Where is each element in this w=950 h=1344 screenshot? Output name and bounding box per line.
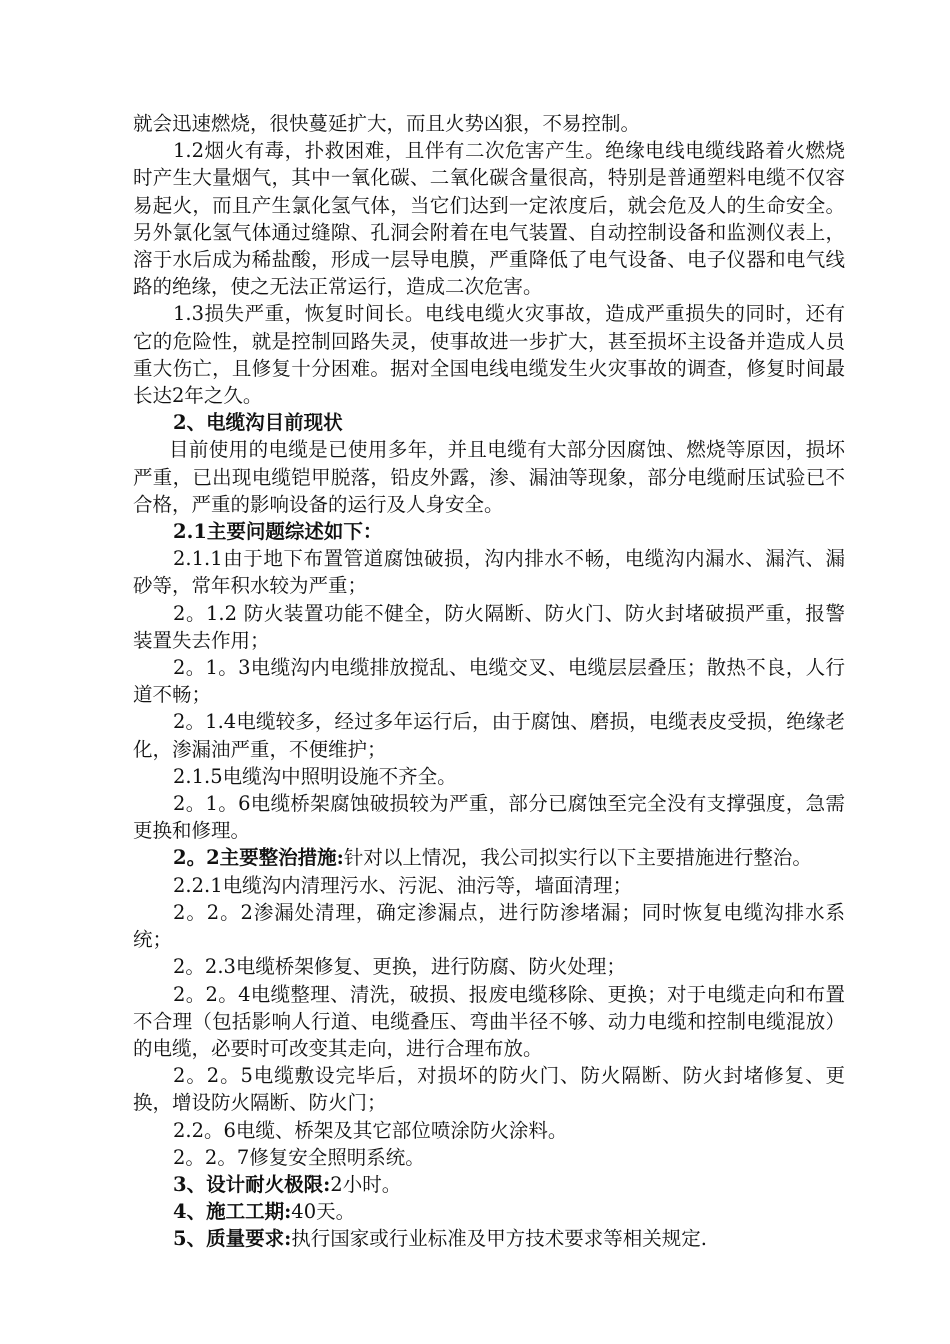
paragraph-continuation <box>133 110 845 137</box>
section-heading-text: 2。2主要整治措施: <box>173 846 344 870</box>
list-item-text: 2.2。6电缆、桥架及其它部位喷涂防火涂料。 <box>173 1118 568 1142</box>
section-3-fire-rating <box>133 1171 845 1198</box>
section-heading-2 <box>133 409 845 436</box>
list-item-text: 2。2.3电缆桥架修复、更换，进行防腐、防火处理； <box>173 955 626 979</box>
list-item-text: 2。1.2 防火装置功能不健全，防火隔断、防火门、防火封堵破损严重，报警装置失去作用； <box>133 601 845 652</box>
section-heading-text: 4、施工工期: <box>173 1200 292 1224</box>
list-item-2-1-2 <box>133 600 845 654</box>
list-item-2-2-7 <box>133 1144 845 1171</box>
paragraph-text: 针对以上情况，我公司拟实行以下主要措施进行整治。 <box>343 846 812 870</box>
list-item-text: 2.2.1电缆沟内清理污水、污泥、油污等，墙面清理； <box>173 873 633 897</box>
paragraph-text: 1.3损失严重，恢复时间长。电线电缆火灾事故，造成严重损失的同时，还有它的危险性，就是控制回路失灵，使事故进一步扩大，甚至损坏主设备并造成人员重大伤亡，且修复十分困难。据对全国电线电缆发生火灾事故的调查，修复时间最长达2年之久。 <box>133 302 845 408</box>
list-item-text: 2.1.1由于地下布置管道腐蚀破损，沟内排水不畅，电缆沟内漏水、漏汽、漏砂等，常年积水较为严重； <box>133 547 845 598</box>
list-item-text: 2.1.5电缆沟中照明设施不齐全。 <box>173 764 457 788</box>
section-heading-text: 3、设计耐火极限: <box>173 1172 331 1196</box>
list-item-2-1-3 <box>133 654 845 708</box>
paragraph-1-2 <box>133 137 845 300</box>
list-item-2-2-1 <box>133 872 845 899</box>
paragraph-text: 目前使用的电缆是已使用多年，并且电缆有大部分因腐蚀、燃烧等原因，损坏严重，已出现电缆铠甲脱落，铅皮外露，渗、漏油等现象，部分电缆耐压试验已不合格，严重的影响设备的运行及人身安全。 <box>133 438 845 516</box>
paragraph-text: 40天。 <box>291 1200 356 1224</box>
list-item-text: 2。1。3电缆沟内电缆排放搅乱、电缆交叉、电缆层层叠压；散热不良，人行道不畅； <box>133 656 845 707</box>
list-item-text: 2。2。5电缆敷设完毕后，对损坏的防火门、防火隔断、防火封堵修复、更换，增设防火隔断、防火门； <box>133 1064 845 1115</box>
list-item-2-1-4 <box>133 708 845 762</box>
list-item-text: 2。1。6电缆桥架腐蚀破损较为严重，部分已腐蚀至完全没有支撑强度，急需更换和修理。 <box>133 792 845 843</box>
list-item-2-2-5 <box>133 1062 845 1116</box>
list-item-2-1-6 <box>133 790 845 844</box>
list-item-2-1-5 <box>133 763 845 790</box>
section-heading-2-1 <box>133 518 845 545</box>
paragraph-current-status <box>133 436 845 518</box>
list-item-text: 2。2。4电缆整理、清洗，破损、报废电缆移除、更换；对于电缆走向和布置不合理（包括影响人行道、电缆叠压、弯曲半径不够、动力电缆和控制电缆混放）的电缆，必要时可改变其走向，进行合理布放。 <box>133 982 845 1060</box>
section-4-duration <box>133 1198 845 1225</box>
section-5-quality <box>133 1225 845 1252</box>
paragraph-text: 就会迅速燃烧，很快蔓延扩大，而且火势凶狠，不易控制。 <box>133 112 641 135</box>
paragraph-text: 执行国家或行业标准及甲方技术要求等相关规定. <box>291 1227 707 1251</box>
list-item-text: 2。1.4电缆较多，经过多年运行后，由于腐蚀、磨损，电缆表皮受损，绝缘老化，渗漏油严重，不便维护； <box>133 710 845 761</box>
list-item-2-2-4 <box>133 981 845 1063</box>
paragraph-text: 2小时。 <box>330 1172 402 1196</box>
list-item-2-2-3 <box>133 953 845 980</box>
section-heading-text: 5、质量要求: <box>173 1227 292 1251</box>
section-heading-text: 2、电缆沟目前现状 <box>173 411 343 435</box>
list-item-text: 2。2。7修复安全照明系统。 <box>173 1145 425 1169</box>
paragraph-1-3 <box>133 300 845 409</box>
document-body <box>133 110 845 1253</box>
list-item-2-2-2 <box>133 899 845 953</box>
paragraph-text: 1.2烟火有毒，扑救困难，且伴有二次危害产生。绝缘电线电缆线路着火燃烧时产生大量烟气，其中一氧化碳、二氧化碳含量很高，特别是普通塑料电缆不仅容易起火，而且产生氯化氢气体，当它们达到一定浓度后，就会危及人的生命安全。另外氯化氢气体通过缝隙、孔洞会附着在电气装置、自动控制设备和监测仪表上，溶于水后成为稀盐酸，形成一层导电膜，严重降低了电气设备、电子仪器和电气线路的绝缘，使之无法正常运行，造成二次危害。 <box>133 139 845 299</box>
section-2-2-measures <box>133 844 845 871</box>
list-item-2-2-6 <box>133 1117 845 1144</box>
list-item-2-1-1 <box>133 545 845 599</box>
list-item-text: 2。2。2渗漏处清理，确定渗漏点，进行防渗堵漏；同时恢复电缆沟排水系统； <box>133 900 845 952</box>
section-heading-text: 2.1主要问题综述如下： <box>173 520 383 544</box>
